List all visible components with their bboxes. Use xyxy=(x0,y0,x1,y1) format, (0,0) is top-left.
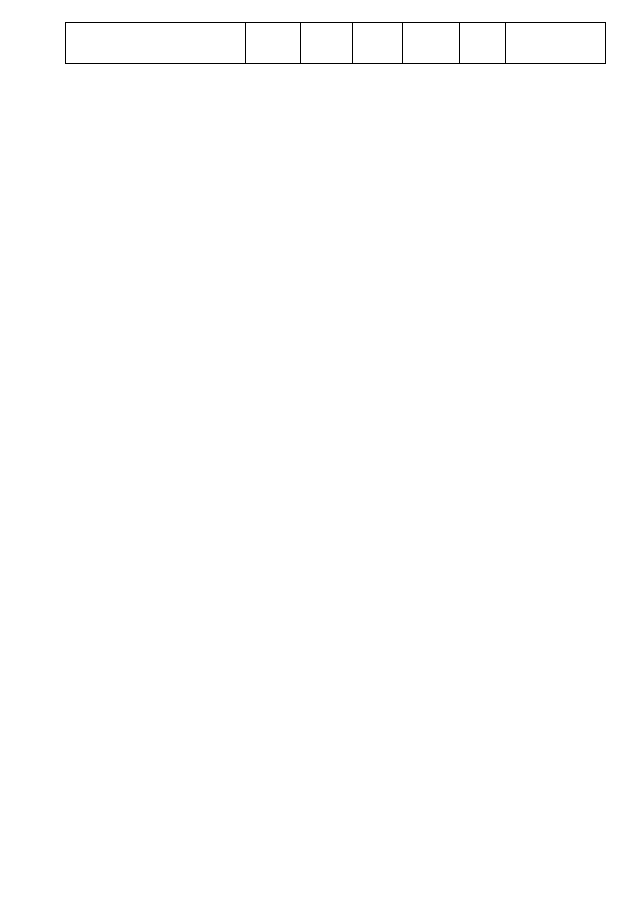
table-header-row xyxy=(66,23,606,64)
header-subsection xyxy=(353,23,403,64)
header-dept xyxy=(246,23,301,64)
header-type xyxy=(460,23,506,64)
header-sum xyxy=(506,23,606,64)
header-target xyxy=(403,23,460,64)
header-section xyxy=(301,23,353,64)
header-name xyxy=(66,23,246,64)
budget-table xyxy=(65,22,606,64)
